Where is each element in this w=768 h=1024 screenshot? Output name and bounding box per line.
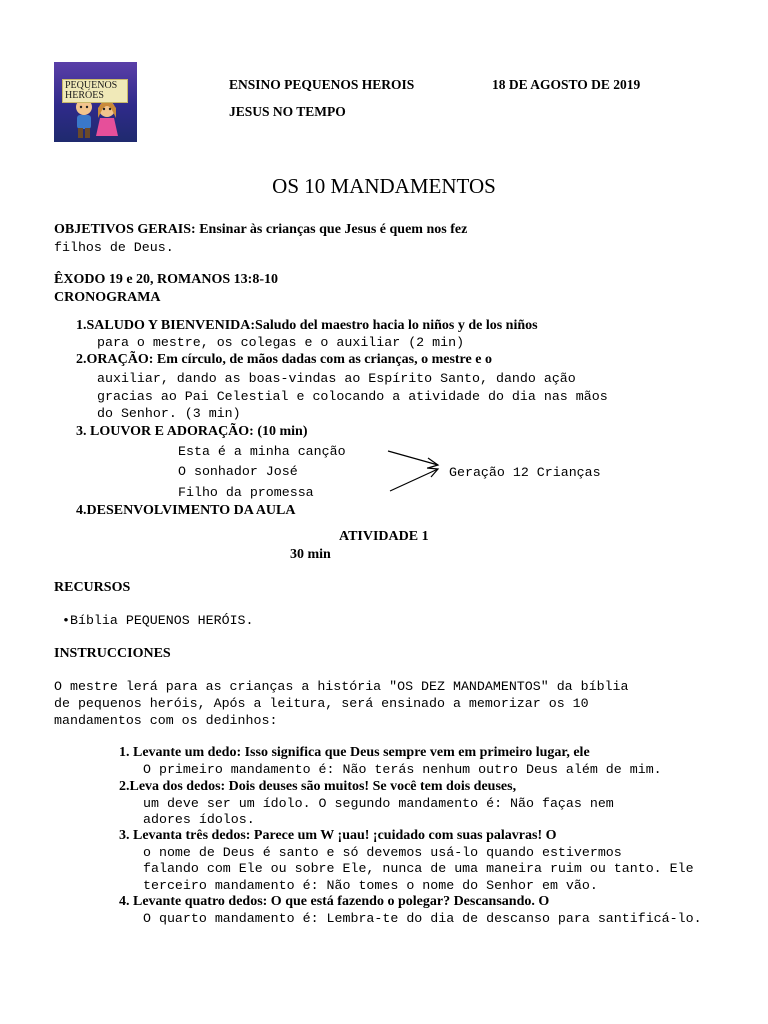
song-item: [178, 444, 346, 459]
arrows-to-source: [380, 445, 450, 497]
date: 18 DE AGOSTO DE 2019: [492, 77, 641, 92]
page-title: OS 10 MANDAMENTOS: [272, 174, 496, 198]
schedule-item-1-title: 1.SALUDO Y BIENVENIDA:: [76, 318, 256, 333]
step-3-line4: terceiro mandamento é: Não tomes o nome do Senhor em vão.: [143, 878, 598, 893]
instructions-intro-line3: mandamentos com os dedinhos:: [54, 713, 278, 728]
step-3-line3: falando com Ele ou sobre Ele, nunca de uma maneira ruim ou tanto. Ele: [143, 861, 694, 876]
schedule-heading: CRONOGRAMA: [54, 290, 161, 305]
step-2-line2: um deve ser um ídolo. O segundo mandamento é: Não faças nem: [143, 796, 614, 811]
schedule-item-2-line2: auxiliar, dando as boas-vindas ao Espírito Santo, dando ação: [97, 371, 576, 386]
objectives-line1: [54, 222, 467, 238]
step-4-title: 4. Levante quatro dedos: O que está fazendo o polegar? Descansando. O: [119, 894, 550, 909]
step-3-title: 3. Levanta três dedos: Parece um W ¡uau! ¡cuidado com suas palavras! O: [119, 828, 557, 843]
song-title: Esta é a minha canção: [178, 444, 346, 459]
song-item: [178, 485, 314, 500]
resource-item: [62, 613, 254, 628]
step-2-title: 2.Leva dos dedos: Dois deuses são muitos! Se você tem dois deuses,: [119, 779, 517, 794]
step-4-line2: O quarto mandamento é: Lembra-te do dia de descanso para santificá-lo.: [143, 911, 702, 926]
objectives-line2: filhos de Deus.: [54, 240, 174, 255]
bullet-icon: •: [62, 613, 70, 628]
schedule-item-1-line2: para o mestre, os colegas e o auxiliar (2 min): [97, 335, 465, 350]
logo-text: PEQUENOS HERÓES: [62, 79, 128, 103]
objectives-label: OBJETIVOS GERAIS:: [54, 222, 196, 237]
song-title: Filho da promessa: [178, 485, 314, 500]
logo: [54, 62, 137, 142]
objectives-text: Ensinar às crianças que Jesus é quem nos fez: [195, 222, 468, 237]
step-1-line2: O primeiro mandamento é: Não terás nenhum outro Deus além de mim.: [143, 762, 662, 777]
schedule-item-1: [76, 318, 538, 334]
step-2-line3: adores ídolos.: [143, 812, 255, 827]
activity-label: ATIVIDADE 1: [339, 529, 429, 544]
schedule-item-1-text: Saludo del maestro hacia lo niños y de los niños: [255, 318, 538, 333]
songs-source: Geração 12 Crianças: [449, 465, 601, 480]
resource-text: Bíblia PEQUENOS HERÓIS.: [69, 613, 254, 628]
program-name: ENSINO PEQUENOS HEROIS: [229, 77, 415, 92]
schedule-item-4-title: 4.DESENVOLVIMENTO DA AULA: [76, 503, 296, 518]
resources-heading: RECURSOS: [54, 580, 131, 595]
instructions-heading: INSTRUCCIONES: [54, 646, 171, 661]
schedule-item-2-line3: gracias ao Pai Celestial e colocando a atividade do dia nas mãos: [97, 389, 608, 404]
instructions-intro-line1: O mestre lerá para as crianças a história "OS DEZ MANDAMENTOS" da bíblia: [54, 679, 629, 694]
schedule-item-2-line4: do Senhor. (3 min): [97, 406, 241, 421]
lesson-theme: JESUS NO TEMPO: [229, 104, 346, 119]
song-title: O sonhador José: [178, 464, 298, 479]
step-3-line2: o nome de Deus é santo e só devemos usá-lo quando estivermos: [143, 845, 622, 860]
schedule-item-3-title: 3. LOUVOR E ADORAÇÃO: (10 min): [76, 424, 308, 439]
schedule-item-2-text: Em círculo, de mãos dadas com as crianças, o mestre e o: [153, 352, 492, 367]
instructions-intro-line2: de pequenos heróis, Após a leitura, será ensinado a memorizar os 10: [54, 696, 589, 711]
schedule-item-2: [76, 352, 492, 368]
schedule-item-2-title: 2.ORAÇÃO:: [76, 352, 154, 367]
song-item: [178, 464, 298, 479]
activity-duration: 30 min: [290, 547, 331, 562]
step-1-title: 1. Levante um dedo: Isso significa que Deus sempre vem em primeiro lugar, ele: [119, 745, 590, 760]
scripture-reference: ÊXODO 19 e 20, ROMANOS 13:8-10: [54, 272, 278, 287]
